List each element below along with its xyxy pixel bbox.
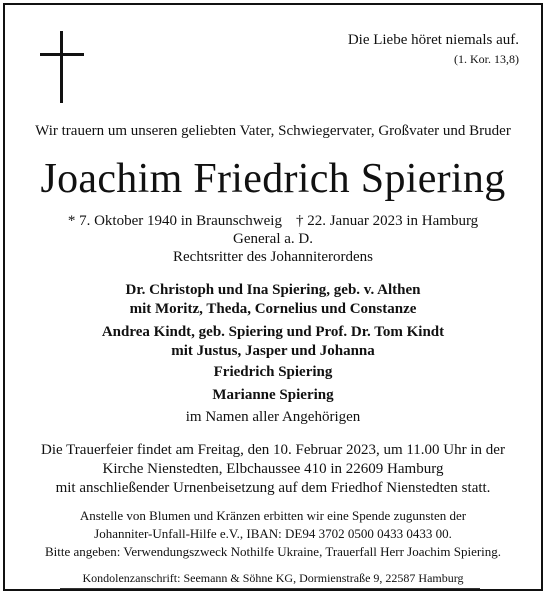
- bible-quote: [348, 31, 519, 67]
- cross-horizontal-bar: [40, 53, 84, 56]
- cross-icon: [40, 31, 84, 103]
- ceremony-line: Die Trauerfeier findet am Freitag, den 10. Februar 2023, um 11.00 Uhr in der: [41, 442, 505, 458]
- donation-line: Johanniter-Unfall-Hilfe e.V., IBAN: DE94 3702 0500 0433 0433 00.: [94, 526, 452, 541]
- cross-vertical-bar: [60, 31, 63, 103]
- deceased-name: Joachim Friedrich Spiering: [40, 156, 506, 202]
- quote-text: Die Liebe höret niemals auf.: [347, 32, 519, 48]
- family-line: mit Justus, Jasper und Johanna: [171, 343, 375, 359]
- ceremony-line: mit anschließender Urnenbeisetzung auf dem Friedhof Nienstedten statt.: [55, 480, 491, 496]
- donation-line: Bitte angeben: Verwendungszweck Nothilfe Ukraine, Trauerfall Herr Joachim Spiering.: [44, 544, 502, 559]
- family-line: Friedrich Spiering: [213, 364, 333, 380]
- military-rank: General a. D.: [233, 231, 313, 247]
- address-divider: [60, 588, 480, 589]
- life-dates: [5, 212, 541, 230]
- donation-line: Anstelle von Blumen und Kränzen erbitten wir eine Spende zugunsten der: [79, 508, 467, 523]
- quote-reference: (1. Kor. 13,8): [454, 52, 519, 66]
- on-behalf-line: im Namen aller Angehörigen: [185, 409, 361, 425]
- family-line: Dr. Christoph und Ina Spiering, geb. v. Althen: [125, 282, 421, 298]
- intro-line: Wir trauern um unseren geliebten Vater, Schwiegervater, Großvater und Bruder: [35, 123, 511, 139]
- birth-date: * 7. Oktober 1940 in Braunschweig: [67, 213, 282, 229]
- death-date: † 22. Januar 2023 in Hamburg: [295, 213, 479, 229]
- obituary-frame: [3, 3, 543, 591]
- ceremony-line: Kirche Nienstedten, Elbchaussee 410 in 22609 Hamburg: [102, 461, 444, 477]
- family-line: Marianne Spiering: [212, 387, 334, 403]
- order-honor: Rechtsritter des Johanniterordens: [173, 249, 373, 265]
- family-line: Andrea Kindt, geb. Spiering und Prof. Dr. Tom Kindt: [101, 324, 445, 340]
- condolence-address: Kondolenzanschrift: Seemann & Söhne KG, Dormienstraße 9, 22587 Hamburg: [82, 571, 464, 585]
- family-line: mit Moritz, Theda, Cornelius und Constanze: [129, 301, 417, 317]
